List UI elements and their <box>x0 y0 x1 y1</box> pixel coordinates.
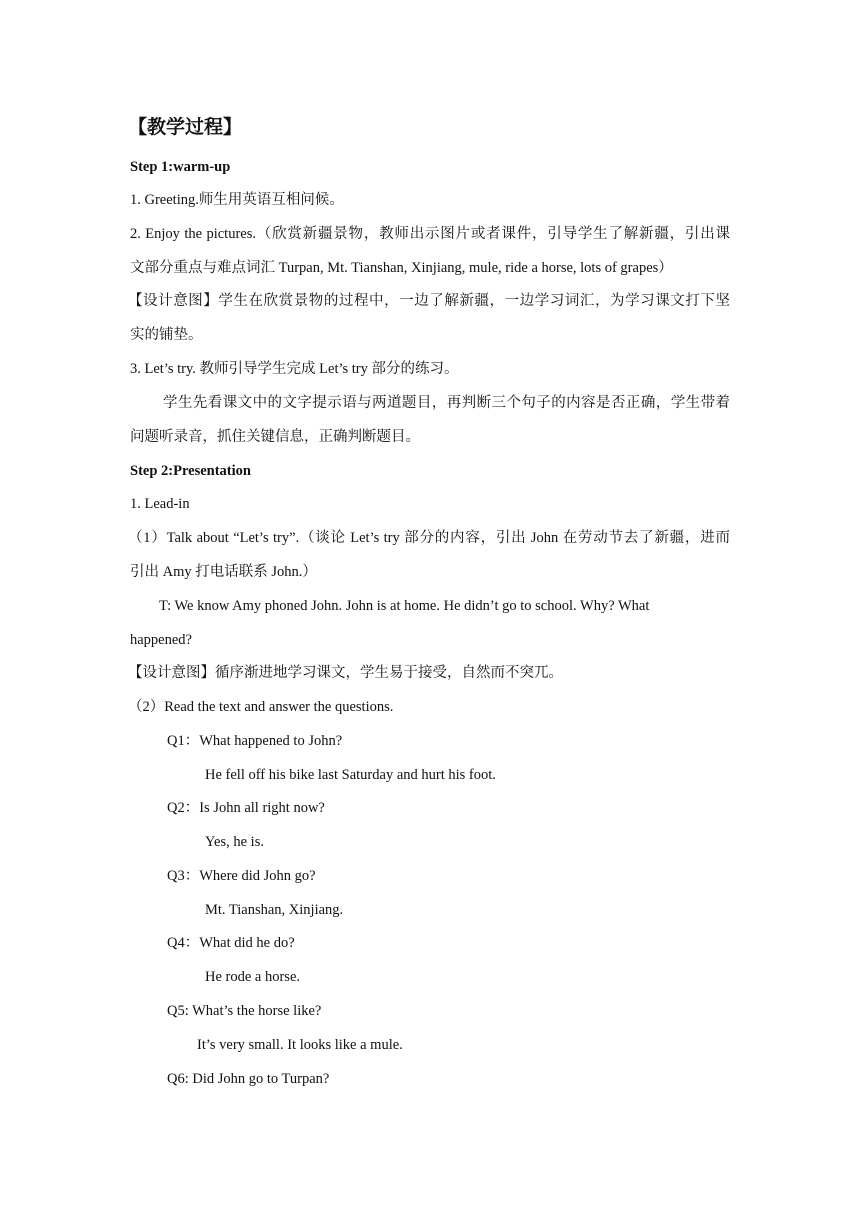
answer-5: It’s very small. It looks like a mule. <box>197 1037 403 1053</box>
step2-leadin: 1. Lead-in <box>130 496 190 512</box>
question-4: Q4：What did he do? <box>167 935 295 951</box>
step2-p2: （2）Read the text and answer the questions. <box>128 699 394 715</box>
step1-item2-line2: 文部分重点与难点词汇 Turpan, Mt. Tianshan, Xinjiang, mule, ride a horse, lots of grapes） <box>130 260 673 276</box>
step1-item3: 3. Let’s try. 教师引导学生完成 Let’s try 部分的练习。 <box>130 361 459 377</box>
step2-p1-line2: 引出 Amy 打电话联系 John.） <box>130 564 317 580</box>
teacher-line2: happened? <box>130 632 192 648</box>
answer-3: Mt. Tianshan, Xinjiang. <box>205 902 344 918</box>
step1-item3-desc-line2: 问题听录音，抓住关键信息，正确判断题目。 <box>130 429 420 445</box>
design-intent-1-line1: 【设计意图】学生在欣赏景物的过程中，一边了解新疆，一边学习词汇，为学习课文打下坚 <box>128 293 730 309</box>
section-title: 【教学过程】 <box>128 117 243 138</box>
question-6: Q6: Did John go to Turpan? <box>167 1071 330 1087</box>
step1-item3-desc-line1: 学生先看课文中的文字提示语与两道题目，再判断三个句子的内容是否正确，学生带着 <box>163 395 730 411</box>
question-1: Q1：What happened to John? <box>167 733 343 749</box>
question-3: Q3：Where did John go? <box>167 868 316 884</box>
design-intent-2: 【设计意图】循序渐进地学习课文，学生易于接受，自然而不突兀。 <box>128 665 563 681</box>
answer-4: He rode a horse. <box>205 969 301 985</box>
step1-item1: 1. Greeting.师生用英语互相问候。 <box>130 192 344 208</box>
answer-2: Yes, he is. <box>205 834 264 850</box>
step2-p1-line1: （1）Talk about “Let’s try”.（谈论 Let’s try 部分的内容，引出 John 在劳动节去了新疆，进而 <box>128 530 730 546</box>
step1-item2-line1: 2. Enjoy the pictures.（欣赏新疆景物，教师出示图片或者课件，引导学生了解新疆，引出课 <box>130 226 730 242</box>
teacher-line1: T: We know Amy phoned John. John is at home. He didn’t go to school. Why? What <box>159 598 650 614</box>
step2-heading: Step 2:Presentation <box>130 463 251 479</box>
answer-1: He fell off his bike last Saturday and hurt his foot. <box>205 767 496 783</box>
question-5: Q5: What’s the horse like? <box>167 1003 322 1019</box>
step1-heading: Step 1:warm-up <box>130 159 231 175</box>
question-2: Q2：Is John all right now? <box>167 800 325 816</box>
design-intent-1-line2: 实的铺垫。 <box>130 327 203 343</box>
